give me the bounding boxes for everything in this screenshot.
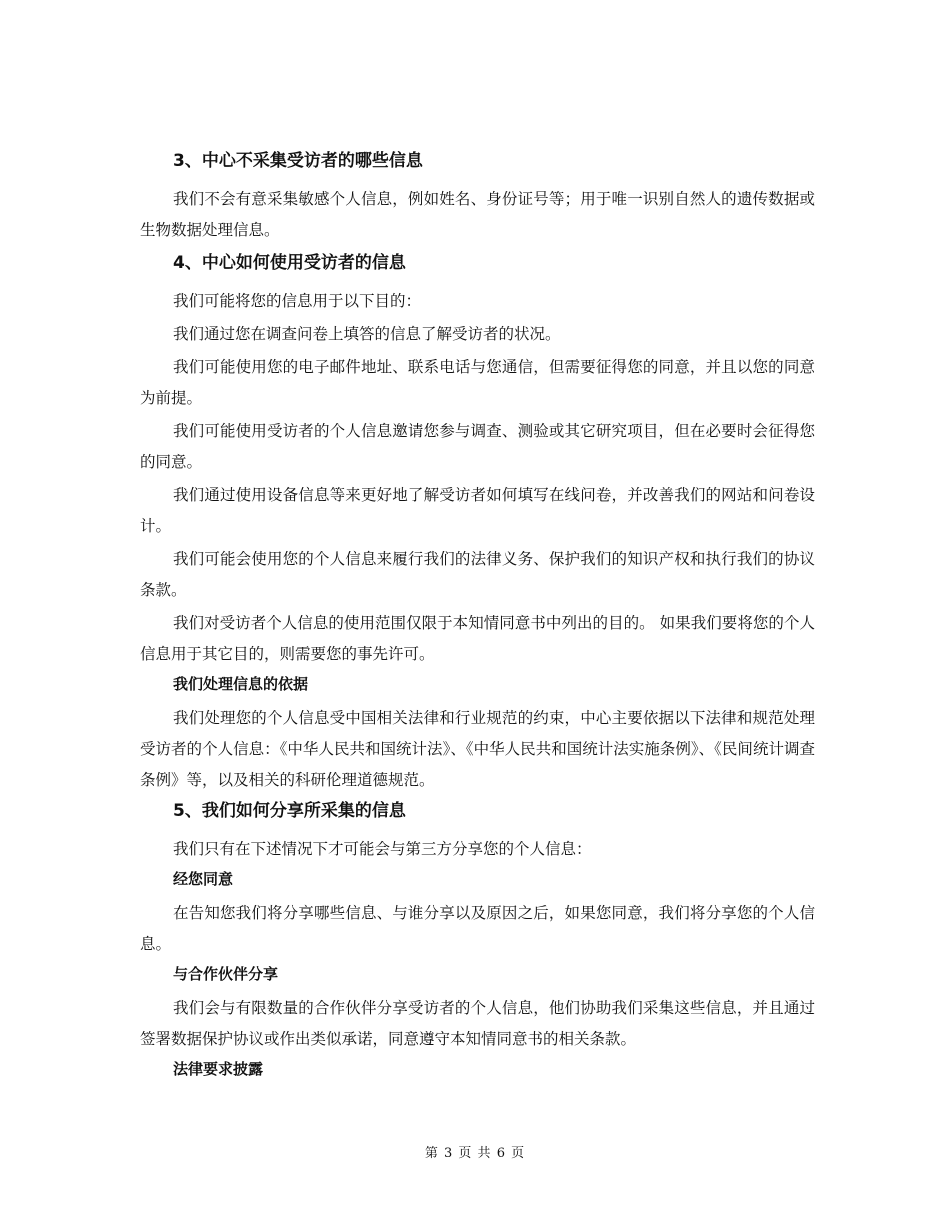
page-number-footer: 第 3 页 共 6 页 xyxy=(424,1146,526,1161)
subheading-consent: 经您同意 xyxy=(173,870,234,888)
paragraph: 我们会与有限数量的合作伙伴分享受访者的个人信息，他们协助我们采集这些信息，并且通过签署数据保护协议或作出类似承诺，同意遵守本知情同意书的相关条款。 xyxy=(140,999,815,1048)
paragraph: 我们不会有意采集敏感个人信息，例如姓名、身份证号等；用于唯一识别自然人的遗传数据或生物数据处理信息。 xyxy=(140,190,815,239)
section-heading-3: 3、中心不采集受访者的哪些信息 xyxy=(173,151,423,171)
document-body xyxy=(140,150,815,1088)
paragraph: 我们处理您的个人信息受中国相关法律和行业规范的约束，中心主要依据以下法律和规范处理受访者的个人信息：《中华人民共和国统计法》、《中华人民共和国统计法实施条例》、《民间统计调查条例》等，以及相关的科研伦理道德规范。 xyxy=(140,709,815,789)
subheading-legal: 法律要求披露 xyxy=(173,1060,264,1078)
section-heading-4: 4、中心如何使用受访者的信息 xyxy=(173,253,406,273)
paragraph: 我们通过使用设备信息等来更好地了解受访者如何填写在线问卷，并改善我们的网站和问卷设计。 xyxy=(140,486,815,535)
paragraph: 我们只有在下述情况下才可能会与第三方分享您的个人信息： xyxy=(173,840,592,858)
subheading-partners: 与合作伙伴分享 xyxy=(173,965,279,983)
paragraph: 我们可能将您的信息用于以下目的： xyxy=(173,292,422,310)
paragraph: 在告知您我们将分享哪些信息、与谁分享以及原因之后，如果您同意，我们将分享您的个人信息。 xyxy=(140,904,815,953)
paragraph: 我们通过您在调查问卷上填答的信息了解受访者的状况。 xyxy=(173,325,561,343)
paragraph: 我们对受访者个人信息的使用范围仅限于本知情同意书中列出的目的。 如果我们要将您的个人信息用于其它目的，则需要您的事先许可。 xyxy=(140,614,815,663)
paragraph: 我们可能使用受访者的个人信息邀请您参与调查、测验或其它研究项目，但在必要时会征得您的同意。 xyxy=(140,422,815,471)
subheading-basis: 我们处理信息的依据 xyxy=(173,675,309,693)
section-heading-5: 5、我们如何分享所采集的信息 xyxy=(173,801,406,821)
paragraph: 我们可能使用您的电子邮件地址、联系电话与您通信，但需要征得您的同意，并且以您的同意为前提。 xyxy=(140,358,815,407)
paragraph: 我们可能会使用您的个人信息来履行我们的法律义务、保护我们的知识产权和执行我们的协议条款。 xyxy=(140,550,815,599)
